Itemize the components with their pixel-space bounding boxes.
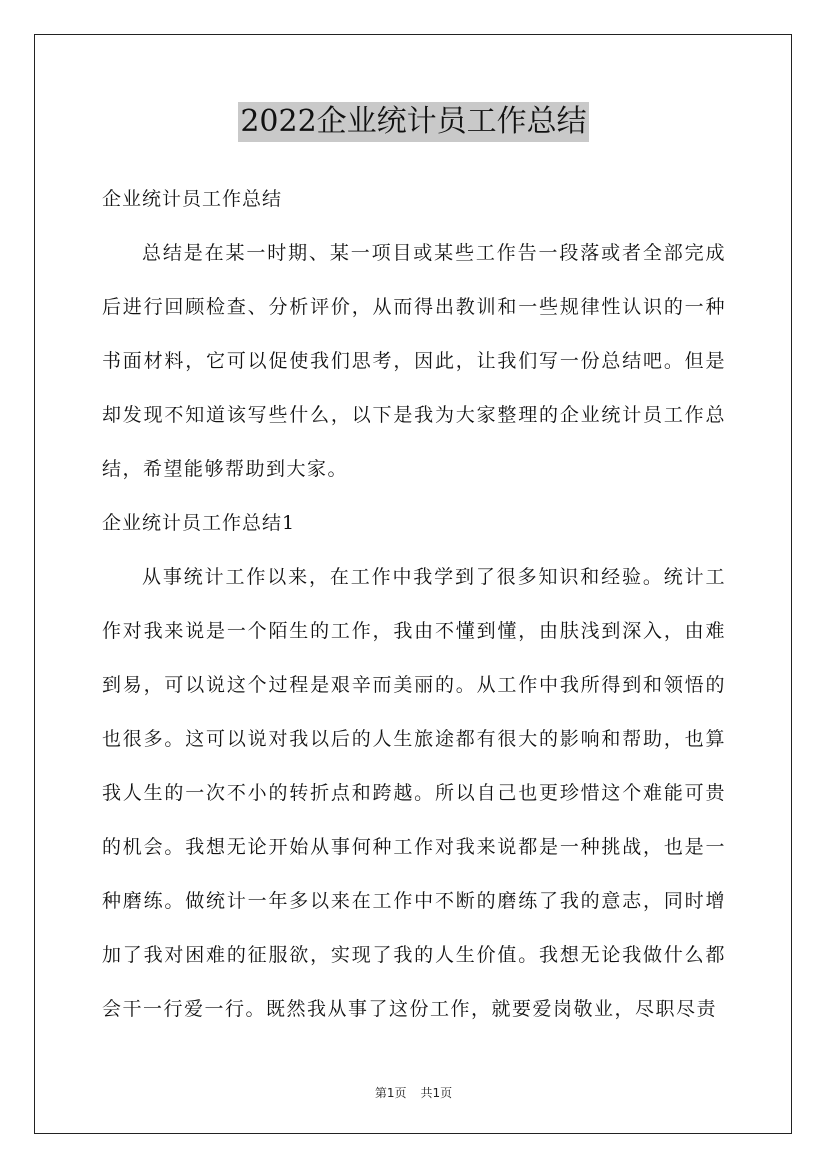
- document-title: 2022企业统计员工作总结: [238, 102, 588, 142]
- intro-paragraph: 总结是在某一时期、某一项目或某些工作告一段落或者全部完成后进行回顾检查、分析评价，从而得出教训和一些规律性认识的一种书面材料，它可以促使我们思考，因此，让我们写一份总结吧。但是却发现不知道该写些什么，以下是我为大家整理的企业统计员工作总结，希望能够帮助到大家。: [102, 242, 726, 480]
- page-total: 共1页: [420, 1086, 453, 1100]
- page-number: 第1页: [374, 1086, 407, 1100]
- body-paragraph: 从事统计工作以来，在工作中我学到了很多知识和经验。统计工作对我来说是一个陌生的工作，我由不懂到懂，由肤浅到深入，由难到易，可以说这个过程是艰辛而美丽的。从工作中我所得到和领悟的也很多。这可以说对我以后的人生旅途都有很大的影响和帮助，也算我人生的一次不小的转折点和跨越。所以自己也更珍惜这个难能可贵的机会。我想无论开始从事何种工作对我来说都是一种挑战，也是一种磨练。做统计一年多以来在工作中不断的磨练了我的意志，同时增加了我对困难的征服欲，实现了我的人生价值。我想无论我做什么都会干一行爱一行。既然我从事了这份工作，就要爱岗敬业，尽职尽责: [102, 566, 726, 1020]
- subsection-heading: 企业统计员工作总结1: [102, 512, 296, 534]
- document-body: [102, 172, 726, 1036]
- section-heading: 企业统计员工作总结: [102, 188, 283, 210]
- page-footer: [0, 1084, 827, 1101]
- title-container: [0, 102, 827, 142]
